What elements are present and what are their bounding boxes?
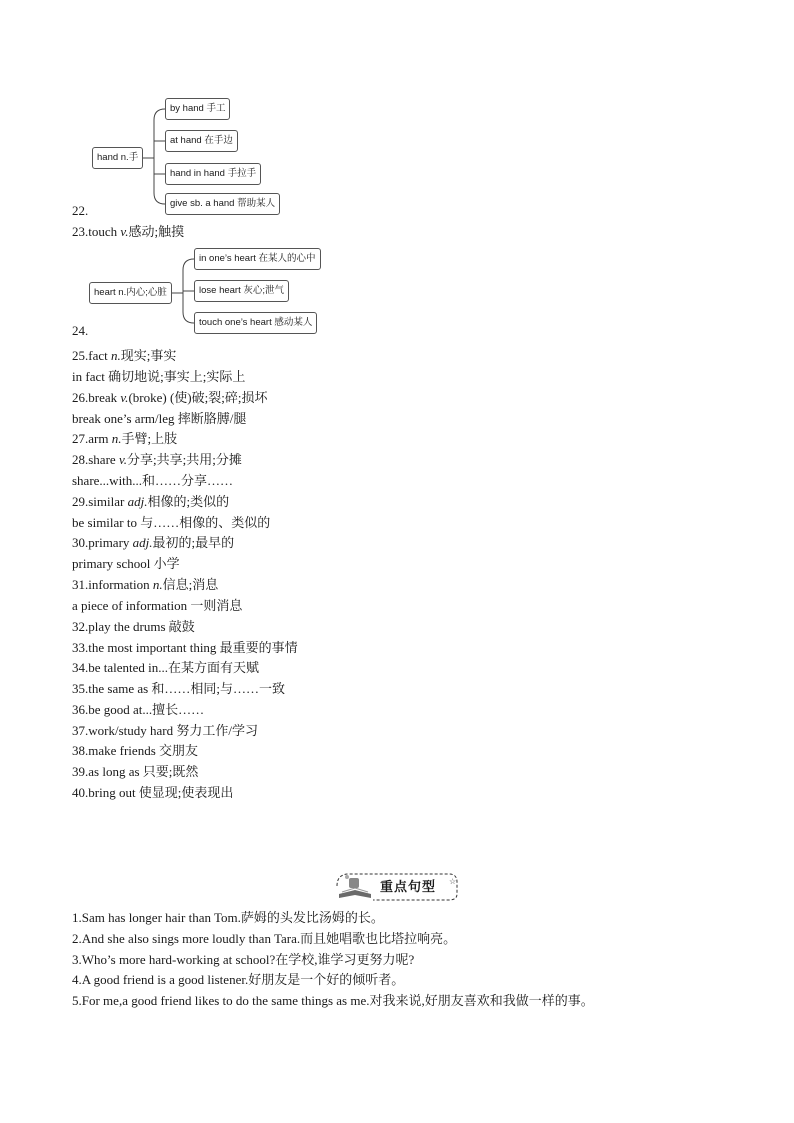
- vocab-term: 34.be talented in...在某方面有天赋: [72, 660, 260, 675]
- vocab-item: [72, 764, 198, 780]
- part-of-speech: adj.: [127, 494, 148, 509]
- vocab-item: [72, 681, 285, 697]
- vocab-item: [72, 743, 198, 759]
- part-of-speech: n.: [111, 431, 122, 446]
- vocab-term: 28.share: [72, 452, 119, 467]
- vocab-term: in fact 确切地说;事实上;实际上: [72, 369, 246, 384]
- mindmap-branch: by hand 手工: [165, 98, 230, 120]
- mindmap-branch: in one’s heart 在某人的心中: [194, 248, 321, 270]
- mindmap-branch: lose heart 灰心;泄气: [194, 280, 289, 302]
- vocab-meaning: 信息;消息: [162, 577, 219, 592]
- vocab-meaning: 手臂;上肢: [121, 431, 178, 446]
- key-sentence: 3.Who’s more hard-working at school?在学校,谁学习更努力呢?: [72, 952, 415, 967]
- vocab-item: [72, 598, 242, 614]
- vocab-item: [72, 348, 176, 364]
- vocab-item: [72, 723, 258, 739]
- vocab-term: share...with...和……分享……: [72, 473, 234, 488]
- vocab-term: 33.the most important thing 最重要的事情: [72, 640, 298, 655]
- star-icon: ☆: [449, 877, 457, 886]
- key-sentence: 4.A good friend is a good listener.好朋友是一个好的倾听者。: [72, 972, 405, 987]
- vocab-term: 31.information: [72, 577, 153, 592]
- vocab-meaning: (broke) (使)破;裂;碎;损坏: [128, 390, 268, 405]
- vocab-item: [72, 494, 229, 510]
- item-number: 22.: [72, 203, 89, 218]
- mindmap-root-heart: heart n.内心;心脏: [89, 282, 172, 304]
- part-of-speech: n.: [152, 577, 163, 592]
- key-sentence: 1.Sam has longer hair than Tom.萨姆的头发比汤姆的长。: [72, 910, 384, 925]
- vocab-term: 30.primary: [72, 535, 133, 550]
- vocab-item: [72, 515, 270, 531]
- vocab-item: [72, 577, 218, 593]
- vocab-term: 32.play the drums 敲鼓: [72, 619, 195, 634]
- vocab-item: [72, 390, 267, 406]
- part-of-speech: v.: [120, 224, 129, 239]
- vocab-item: [72, 452, 242, 468]
- vocab-item: [72, 431, 177, 447]
- mindmap-branch: hand in hand 手拉手: [165, 163, 261, 185]
- mindmap-branch: touch one’s heart 感动某人: [194, 312, 317, 334]
- vocab-term: 40.bring out 使显现;使表现出: [72, 785, 234, 800]
- section-title: 重点句型: [380, 879, 437, 894]
- vocab-term: 38.make friends 交朋友: [72, 743, 199, 758]
- book-icon: [339, 875, 371, 898]
- vocab-term: 25.fact: [72, 348, 111, 363]
- vocab-term: 26.break: [72, 390, 121, 405]
- vocab-term: break one’s arm/leg 摔断胳膊/腿: [72, 411, 247, 426]
- vocab-meaning: 最初的;最早的: [152, 535, 235, 550]
- vocab-item: [72, 785, 233, 801]
- part-of-speech: v.: [118, 452, 127, 467]
- part-of-speech: adj.: [132, 535, 153, 550]
- vocab-item: [72, 619, 195, 635]
- vocab-item: [72, 224, 184, 240]
- mindmap-branch: give sb. a hand 帮助某人: [165, 193, 280, 215]
- item-number: 24.: [72, 323, 89, 338]
- mindmap-root-hand: hand n.手: [92, 147, 143, 169]
- vocab-term: 37.work/study hard 努力工作/学习: [72, 723, 258, 738]
- vocab-item: [72, 702, 204, 718]
- vocab-term: 29.similar: [72, 494, 128, 509]
- vocab-item: [72, 535, 234, 551]
- vocab-item: [72, 640, 298, 656]
- vocab-term: 23.touch: [72, 224, 121, 239]
- vocab-item: [72, 660, 259, 676]
- vocab-item: [72, 473, 233, 489]
- vocab-term: 39.as long as 只要;既然: [72, 764, 199, 779]
- mindmap-branch: at hand 在手边: [165, 130, 238, 152]
- part-of-speech: n.: [110, 348, 121, 363]
- vocab-term: 35.the same as 和……相同;与……一致: [72, 681, 286, 696]
- key-sentence: 5.For me,a good friend likes to do the same things as me.对我来说,好朋友喜欢和我做一样的事。: [72, 993, 594, 1008]
- vocab-term: a piece of information 一则消息: [72, 598, 243, 613]
- vocab-term: primary school 小学: [72, 556, 180, 571]
- vocab-item: [72, 369, 245, 385]
- vocab-meaning: 相像的;类似的: [147, 494, 230, 509]
- vocab-item: [72, 411, 246, 427]
- vocab-item: [72, 556, 180, 572]
- part-of-speech: v.: [120, 390, 129, 405]
- vocab-term: be similar to 与……相像的、类似的: [72, 515, 271, 530]
- vocab-meaning: 现实;事实: [120, 348, 177, 363]
- vocab-term: 27.arm: [72, 431, 112, 446]
- vocab-meaning: 感动;触摸: [128, 224, 185, 239]
- key-sentence: 2.And she also sings more loudly than Tara.而且她唱歌也比塔拉响亮。: [72, 931, 457, 946]
- vocab-meaning: 分享;共享;共用;分摊: [127, 452, 242, 467]
- vocab-term: 36.be good at...擅长……: [72, 702, 205, 717]
